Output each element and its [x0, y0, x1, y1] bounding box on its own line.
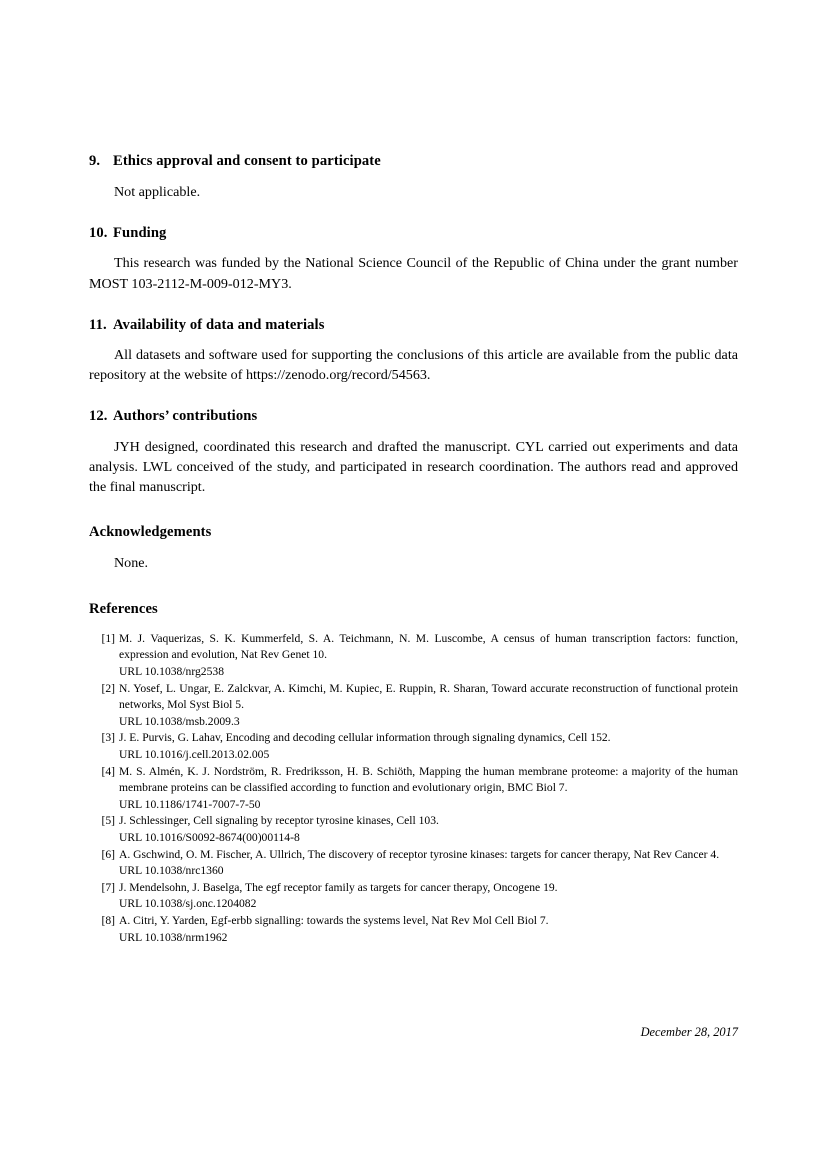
reference-marker: [3]: [101, 731, 115, 745]
reference-url[interactable]: URL 10.1038/msb.2009.3: [119, 714, 240, 728]
section-12-paragraph-1: JYH designed, coordinated this research and drafted the manuscript. CYL carried out experiments and data analysis. LWL conceived of the study, and participated in research coordination. The authors read and approved the final manuscript.: [89, 439, 738, 496]
spacer: [89, 426, 738, 437]
reference-marker: [8]: [101, 913, 115, 927]
section-number-12: 12.: [89, 408, 108, 425]
reference-citation: J. Schlessinger, Cell signaling by receptor tyrosine kinases, Cell 103.: [119, 814, 439, 828]
reference-item: [95, 730, 738, 763]
reference-citation: A. Gschwind, O. M. Fischer, A. Ullrich, The discovery of receptor tyrosine kinases: targets for cancer therapy, Nat Rev Cancer 4.: [119, 847, 720, 861]
section-heading-12: [89, 407, 738, 426]
spacer: [89, 385, 738, 407]
section-title-11: Availability of data and materials: [113, 316, 325, 333]
reference-marker: [7]: [101, 880, 115, 894]
reference-citation: J. E. Purvis, G. Lahav, Encoding and decoding cellular information through signaling dynamics, Cell 152.: [119, 731, 611, 745]
section-title-12: Authors’ contributions: [113, 408, 258, 425]
acknowledgements-paragraph: None.: [114, 555, 149, 572]
spacer: [89, 573, 738, 600]
reference-citation: M. S. Almén, K. J. Nordström, R. Fredriksson, H. B. Schiöth, Mapping the human membrane proteome: a majority of the human membrane proteins can be classified according to function and evolutionary origin, BMC Biol 7.: [119, 764, 738, 795]
section-heading-10: [89, 224, 738, 243]
reference-url[interactable]: URL 10.1016/j.cell.2013.02.005: [119, 748, 270, 762]
section-heading-9: [89, 152, 738, 171]
reference-marker: [4]: [101, 764, 115, 778]
spacer: [89, 497, 738, 523]
section-number-11: 11.: [89, 316, 107, 333]
reference-marker: [1]: [101, 631, 115, 645]
spacer: [89, 202, 738, 224]
section-number-10: 10.: [89, 224, 108, 241]
reference-url[interactable]: URL 10.1038/nrg2538: [119, 665, 224, 679]
reference-marker: [2]: [101, 681, 115, 695]
acknowledgements-heading: Acknowledgements: [89, 524, 212, 541]
spacer: [89, 334, 738, 345]
reference-item: [95, 813, 738, 846]
spacer: [89, 171, 738, 182]
reference-url[interactable]: URL 10.1038/nrc1360: [119, 864, 224, 878]
section-11-paragraph-1: All datasets and software used for supporting the conclusions of this article are available from the public data repository at the website of https://zenodo.org/record/54563.: [89, 347, 738, 384]
spacer: [89, 619, 738, 631]
reference-url[interactable]: URL 10.1038/sj.onc.1204082: [119, 897, 257, 911]
section-number-9: 9.: [89, 153, 101, 169]
reference-list: [89, 631, 738, 946]
spacer: [89, 294, 738, 316]
references-heading: References: [89, 601, 158, 618]
section-heading-11: [89, 316, 738, 335]
reference-citation: N. Yosef, L. Ungar, E. Zalckvar, A. Kimchi, M. Kupiec, E. Ruppin, R. Sharan, Toward accurate reconstruction of functional protein networks, Mol Syst Biol 5.: [119, 681, 738, 712]
reference-item: [95, 880, 738, 913]
spacer: [89, 242, 738, 253]
reference-url[interactable]: URL 10.1038/nrm1962: [119, 930, 228, 944]
reference-marker: [6]: [101, 847, 115, 861]
section-title-9: Ethics approval and consent to participate: [113, 153, 381, 169]
spacer: [89, 542, 738, 553]
page-content: [89, 152, 738, 946]
footer-date: December 28, 2017: [640, 1025, 738, 1039]
section-10-paragraph-1: This research was funded by the National Science Council of the Republic of China under the grant number MOST 103-2112-M-009-012-MY3.: [89, 255, 738, 292]
section-title-10: Funding: [113, 224, 167, 241]
reference-citation: M. J. Vaquerizas, S. K. Kummerfeld, S. A. Teichmann, N. M. Luscombe, A census of human transcription factors: function, expression and evolution, Nat Rev Genet 10.: [119, 631, 738, 662]
reference-citation: J. Mendelsohn, J. Baselga, The egf receptor family as targets for cancer therapy, Oncogene 19.: [119, 880, 558, 894]
reference-url[interactable]: URL 10.1016/S0092-8674(00)00114-8: [119, 831, 300, 844]
reference-item: [95, 681, 738, 731]
reference-citation: A. Citri, Y. Yarden, Egf-erbb signalling: towards the systems level, Nat Rev Mol Cell Biol 7.: [119, 913, 549, 927]
reference-item: [95, 631, 738, 681]
reference-url[interactable]: URL 10.1186/1741-7007-7-50: [119, 797, 261, 811]
reference-item: [95, 913, 738, 946]
reference-item: [95, 764, 738, 814]
section-9-paragraph-1: Not applicable.: [114, 183, 201, 200]
reference-item: [95, 847, 738, 880]
reference-marker: [5]: [101, 814, 115, 828]
